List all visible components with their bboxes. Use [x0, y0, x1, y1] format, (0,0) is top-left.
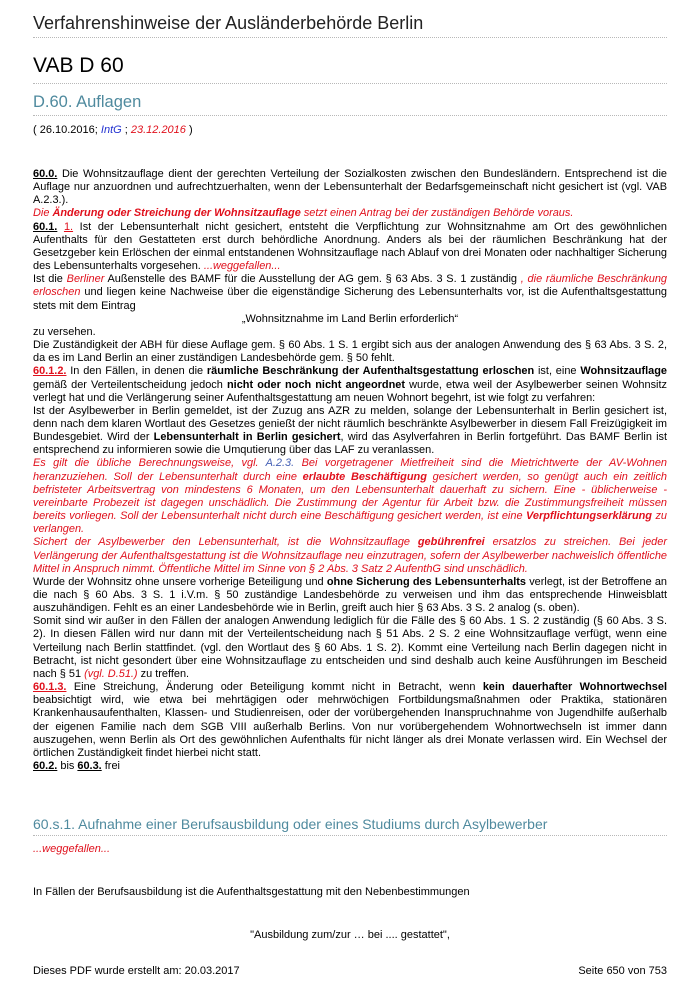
ref-link-a23[interactable]: A.2.3.	[265, 457, 295, 470]
intg-link[interactable]: IntG	[100, 124, 122, 136]
para-subnumber: 1.	[63, 220, 74, 233]
title-divider	[33, 83, 667, 84]
para-number: 60.1.2.	[33, 365, 67, 378]
paragraph-zustaendigkeit: Die Zuständigkeit der ABH für diese Auflage gem. § 60 Abs. 1 S. 1 ergibt sich aus der analogen Anwendung des § 63 Abs. 3 S. 2, da es im Land Berlin an einer zuständigen Landesbehörde gem. § 50 fehlt.	[33, 339, 667, 365]
paragraph-60-1-berlin: Ist die Berliner Außenstelle des BAMF für die Ausstellung der AG gem. § 63 Abs. 3 S. 1 zuständig , die räumliche Beschränkung erloschen und liegen keine Nachweise über die eigenständige Sicherung des Lebensunterhalts vor, ist die Aufenthaltsgestattung stets mit dem Eintrag	[33, 273, 667, 312]
header-divider	[33, 37, 667, 38]
revision-date: 23.12.2016	[130, 124, 186, 136]
paragraph-sichert: Sichert der Asylbewerber den Lebensunterhalt, ist die Wohnsitzauflage gebührenfrei ersatzlos zu streichen. Bei jeder Verlängerung der Aufenthaltsgestattung ist die Wohnsitzauflage neu einzutragen, sofern der Asylbewerber nachweislich öffentliche Mittel in Anspruch nimmt. Öffentliche Mittel im Sinne von § 2 Abs. 3 Satz 2 AufenthG sind unschädlich.	[33, 536, 667, 575]
paragraph-berufsausbildung: In Fällen der Berufsausbildung ist die Aufenthaltsgestattung mit den Nebenbestimmungen	[33, 886, 470, 898]
paragraph-60-1-3: 60.1.3. Eine Streichung, Änderung oder Beteiligung kommt nicht in Betracht, wenn kein dauerhafter Wohnortwechsel beabsichtigt wird, wie etwa bei mehrtägigen oder mehrwöchigen Fortbildungsmaßnahmen oder Praktika, stationären Krankenhausaufenthalten, Klassen- und Studienreisen, oder der vorübergehenden Inanspruchnahme von Jugendhilfe außerhalb der eigenen Familie nach dem SGB VIII außerhalb Berlins. Von nur vorübergehendem Wohnortwechseln ist immer dann auszugehen, wenn Berlin als Ort des gewöhnlichen Aufenthalts für nicht länger als drei Monate verlassen wird. Ein Wechsel der örtlichen Zuständigkeit findet hierbei nicht statt.	[33, 681, 667, 759]
paragraph-continuation: zu versehen.	[33, 325, 96, 338]
paragraph-60-0-note: Die Änderung oder Streichung der Wohnsitzauflage setzt einen Antrag bei der zuständigen Behörde voraus.	[33, 207, 574, 220]
paragraph-60-1-2: 60.1.2. In den Fällen, in denen die räumliche Beschränkung der Aufenthaltsgestattung erloschen ist, eine Wohnsitzauflage gemäß der Verteilentscheidung jedoch nicht oder noch nicht angeordnet wurde, etwa weil der Asylbewerber seinen Wohnsitz verlegt hat und die Verlängerung seiner Aufenthaltsgestattung am neuen Wohnort begehrt, ist wie folgt zu verfahren:	[33, 365, 668, 404]
section-divider	[33, 115, 667, 116]
subsection-divider	[33, 835, 667, 836]
para-number: 60.0.	[33, 168, 58, 180]
ref-link-d51[interactable]: (vgl. D.51.)	[84, 667, 138, 680]
paragraph-berechnung: Es gilt die übliche Berechnungsweise, vgl. A.2.3. Bei vorgetragener Mietfreiheit sind die Mietrichtwerte der AV-Wohnen heranzuziehen. Soll der Lebensunterhalt durch eine erlaubte Beschäftigung gesichert werden, so genügt auch ein zeitlich befristeter Arbeitsvertrag von mindestens 6 Monaten, um den Lebensunterhalt dauerhaft zu sichern. Eine - übliche​rweise - vereinbarte Probezeit ist dagegen unschädlich. Die Zustimmung der Agentur für Arbeit bzw. die Zustimmungsfreiheit müssen bereits vorliegen. Soll der Lebensunterhalt nicht durch eine Beschäftigung gesichert werden, ist eine Verpflichtungserklärung zu verlangen.	[33, 457, 668, 536]
paragraph-somit: Somit sind wir außer in den Fällen der analogen Anwendung lediglich für die Fälle des § 60 Abs. 1 S. 2 zuständig (§ 60 Abs. 3 S. 2). In diesen Fällen wird nur dann mit der Verteilentscheidung nach § 51 Abs. 2 S. 2 eine Wohnsitzauflage verfügt, wenn eine Verteilung nach Berlin stattfindet. (vgl. den Wortlaut des § 60 Abs. 1 S. 2). Kommt eine Verteilung nach Berlin dagegen nicht in Betracht, ist nicht gesondert über eine Wohnsitzauflage zu entscheiden und sind deshalb auch keine Ausführungen im Bescheid nach § 51 (vgl. D.51.) zu treffen.	[33, 615, 667, 680]
removed-note: ...weggefallen...	[203, 260, 281, 273]
document-body	[33, 168, 667, 773]
para-number: 60.1.	[33, 220, 58, 233]
quoted-entry-ausbildung: "Ausbildung zum/zur … bei .... gestattet",	[250, 929, 450, 941]
subsection-heading: 60.s.1. Aufnahme einer Berufsausbildung oder eines Studiums durch Asylbewerber	[33, 816, 548, 832]
paragraph-60-2: 60.2. bis 60.3. frei	[33, 760, 120, 773]
para-number: 60.1.3.	[33, 681, 67, 694]
section-heading: D.60. Auflagen	[33, 93, 142, 111]
paragraph-wohnsitz-verlegt: Wurde der Wohnsitz ohne unsere vorherige Beteiligung und ohne Sicherung des Lebensunterhalts verlegt, ist der Betroffene an die nach § 60 Abs. 3 S. 1 i.V.m. § 50 zuständige Landesbehörde zu verweisen und ihm das entsprechende Hinweisblatt auszuhändigen. Fehlt es an einer Landesbehörde wie in Berlin, greift auch hier § 63 Abs. 3 S. 2 analog (s. oben).	[33, 575, 668, 615]
paragraph-60-1: 60.1. 1. Ist der Lebensunterhalt nicht gesichert, entsteht die Verpflichtung zur Wohnsitznahme am Ort des gewöhnlichen Aufenthalts für den Gestatteten erst durch behördliche Anordnung. Anders als bei der räumlichen Beschränkung hat der Gesetzgeber kein Erlöschen der einmal entstandenen Wohnsitzauflage nach Ablauf von drei Monaten oder nachhaltiger Sicherung des Lebensunterhalts vorgesehen. ...weggefallen...	[33, 220, 667, 273]
paragraph-60-0: 60.0. Die Wohnsitzauflage dient der gerechten Verteilung der Sozialkosten zwischen den Bundesländern. Entsprechend ist die Auflage nur anzuordnen und aufrechtzuerhalten, wenn der Lebensunterhalt der Bedarfsgemeinschaft nicht gesichert ist (vgl. VAB A.2.3.).	[33, 168, 667, 207]
removed-note: ...weggefallen...	[33, 843, 111, 855]
document-header-title: Verfahrenshinweise der Ausländerbehörde Berlin	[33, 13, 424, 33]
footer-created-date: Dieses PDF wurde erstellt am: 20.03.2017	[33, 965, 240, 977]
page-title: VAB D 60	[33, 54, 124, 77]
paragraph-berlin-gemeldet: Ist der Asylbewerber in Berlin gemeldet, ist der Zuzug ans AZR zu melden, solange der Lebensunterhalt in Berlin gesichert ist, denn nach dem klaren Wortlaut des Gesetzes genießt der nicht räumlich beschränkte Asylbewerber in diesem Fall Freizügigkeit im Bundesgebiet. Wird der Lebensunterhalt in Berlin gesichert, wird das Asylverfahren in Berlin fortgeführt. Das BAMF Berlin ist entsprechend zu informieren sowie die Umqutierung über das LAF zu veranlassen.	[33, 404, 668, 457]
revision-dateline: ( 26.10.2016; IntG ; 23.12.2016 )	[33, 124, 193, 136]
quoted-entry: „Wohnsitznahme im Land Berlin erforderlich“	[241, 312, 459, 325]
footer-page-number: Seite 650 von 753	[578, 965, 667, 977]
